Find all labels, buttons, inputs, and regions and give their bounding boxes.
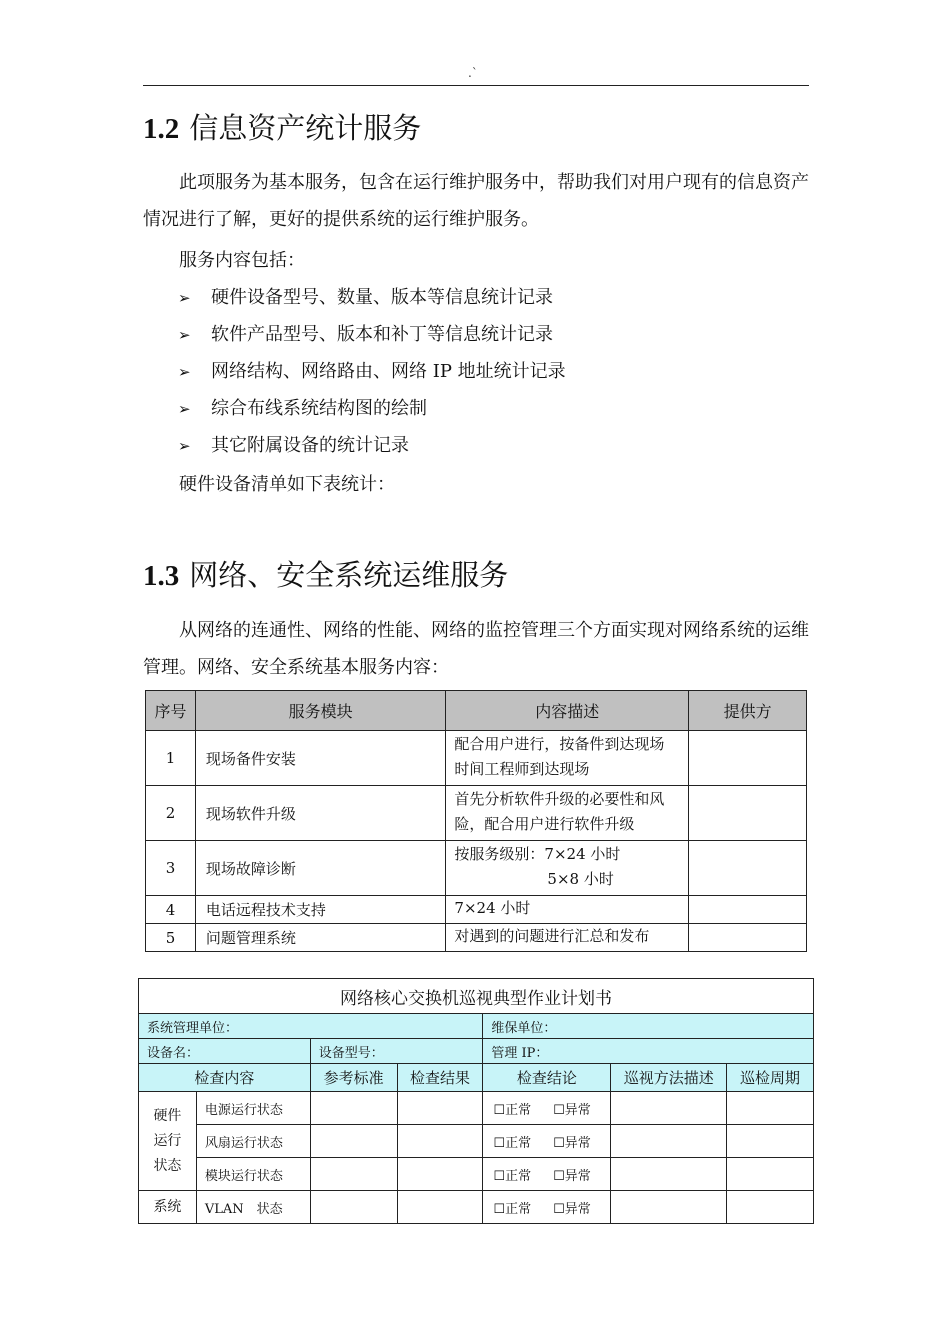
- section-intro-paragraph: [143, 612, 813, 686]
- method-cell: [611, 1158, 727, 1191]
- abnormal-checkbox[interactable]: ☐: [553, 1201, 565, 1217]
- cycle-cell: [727, 1125, 814, 1158]
- service-module: 电话远程技术支持: [195, 896, 446, 924]
- list-item-text: 综合布线系统结构图的绘制: [211, 398, 427, 419]
- row-number: 3: [146, 841, 196, 896]
- service-module: 现场软件升级: [195, 786, 446, 841]
- maintenance-unit-label: 维保单位：: [483, 1014, 814, 1039]
- bullet-arrow-icon: ➢: [178, 437, 191, 455]
- check-conclusion: [483, 1191, 611, 1224]
- abnormal-label: 异常: [564, 1168, 591, 1184]
- section-title: 信息资产统计服务: [189, 111, 422, 145]
- normal-checkbox[interactable]: ☐: [493, 1201, 506, 1217]
- abnormal-label: 异常: [564, 1135, 591, 1151]
- column-header: 巡视方法描述: [611, 1064, 727, 1092]
- intro-text: 此项服务为基本服务，包含在运行维护服务中，帮助我们对用户现有的信息资产情况进行了解，更好的提供系统的运行维护服务。: [143, 172, 809, 230]
- normal-checkbox[interactable]: ☐: [493, 1168, 506, 1184]
- content-description: 7×24 小时: [446, 896, 689, 924]
- table-row: [139, 1125, 814, 1158]
- row-number: 4: [146, 896, 196, 924]
- abnormal-label: 异常: [564, 1201, 591, 1217]
- column-header: 检查内容: [139, 1064, 311, 1092]
- group-label-system: 系统: [139, 1191, 197, 1224]
- column-header: 提供方: [689, 691, 807, 731]
- column-header: 巡检周期: [727, 1064, 814, 1092]
- cycle-cell: [727, 1158, 814, 1191]
- check-conclusion: [483, 1158, 611, 1191]
- content-label: 服务内容包括：: [179, 250, 305, 271]
- management-ip-label: 管理 IP：: [483, 1039, 814, 1064]
- row-number: 2: [146, 786, 196, 841]
- service-module: 现场备件安装: [195, 731, 446, 786]
- reference-standard-cell: [310, 1092, 397, 1125]
- reference-standard-cell: [310, 1125, 397, 1158]
- abnormal-checkbox[interactable]: ☐: [553, 1102, 565, 1118]
- check-item: 电源运行状态: [196, 1092, 310, 1125]
- group-label-hardware: [139, 1092, 197, 1191]
- device-name-label: 设备名：: [139, 1039, 311, 1064]
- content-description: 对遇到的问题进行汇总和发布: [446, 924, 689, 952]
- check-item: 模块运行状态: [196, 1158, 310, 1191]
- method-cell: [611, 1191, 727, 1224]
- normal-label: 正常: [505, 1102, 532, 1118]
- group-label-line: 状态: [153, 1157, 182, 1174]
- normal-label: 正常: [505, 1168, 532, 1184]
- normal-checkbox[interactable]: ☐: [493, 1102, 506, 1118]
- description-line: 5×8 小时: [547, 870, 614, 888]
- table-row: [146, 731, 807, 786]
- service-table: [145, 690, 807, 952]
- description-line: 首先分析软件升级的必要性和风: [454, 790, 665, 808]
- device-model-label: 设备型号：: [310, 1039, 483, 1064]
- list-item: [178, 357, 566, 383]
- method-cell: [611, 1125, 727, 1158]
- list-item-text: 其它附属设备的统计记录: [211, 435, 409, 456]
- table-row: [139, 1191, 814, 1224]
- service-module: 现场故障诊断: [195, 841, 446, 896]
- section-heading-1-2: [143, 106, 421, 147]
- bullet-arrow-icon: ➢: [178, 289, 191, 307]
- group-label-line: 硬件: [153, 1107, 182, 1124]
- table-row: [146, 924, 807, 952]
- normal-label: 正常: [505, 1201, 532, 1217]
- table-row: [139, 1158, 814, 1191]
- provider-cell: [689, 841, 807, 896]
- normal-checkbox[interactable]: ☐: [493, 1135, 506, 1151]
- content-description: [446, 841, 689, 896]
- column-header: 检查结论: [483, 1064, 611, 1092]
- normal-label: 正常: [505, 1135, 532, 1151]
- content-description: [446, 731, 689, 786]
- content-description: [446, 786, 689, 841]
- column-header: 参考标准: [310, 1064, 397, 1092]
- check-item: 风扇运行状态: [196, 1125, 310, 1158]
- provider-cell: [689, 731, 807, 786]
- description-line: 按服务级别：7×24 小时: [454, 845, 621, 863]
- table-header-row: [146, 691, 807, 731]
- section-number: 1.3: [143, 560, 180, 592]
- bullet-arrow-icon: ➢: [178, 326, 191, 344]
- table-header-row: [139, 1064, 814, 1092]
- header-rule: [143, 85, 809, 86]
- description-line: 险，配合用户进行软件升级: [454, 815, 635, 833]
- description-line: 配合用户进行，按备件到达现场: [454, 735, 665, 753]
- check-result-cell: [397, 1092, 483, 1125]
- list-item-text: 硬件设备型号、数量、版本等信息统计记录: [211, 287, 553, 308]
- intro-text: 从网络的连通性、网络的性能、网络的监控管理三个方面实现对网络系统的运维管理。网络、安全系统基本服务内容：: [143, 620, 809, 678]
- list-item: [178, 431, 409, 457]
- info-row: [139, 1039, 814, 1064]
- bullet-arrow-icon: ➢: [178, 363, 191, 381]
- section-title: 网络、安全系统运维服务: [189, 558, 509, 592]
- service-module: 问题管理系统: [195, 924, 446, 952]
- column-header: 内容描述: [446, 691, 689, 731]
- system-unit-label: 系统管理单位：: [139, 1014, 483, 1039]
- header-mark: .`: [468, 66, 478, 80]
- column-header: 检查结果: [397, 1064, 483, 1092]
- cycle-cell: [727, 1092, 814, 1125]
- check-conclusion: [483, 1125, 611, 1158]
- abnormal-checkbox[interactable]: ☐: [553, 1135, 565, 1151]
- group-label-line: 运行: [153, 1132, 182, 1149]
- inspection-plan-table: [138, 978, 814, 1224]
- closing-text: 硬件设备清单如下表统计：: [179, 474, 395, 495]
- list-item: [178, 283, 553, 309]
- reference-standard-cell: [310, 1158, 397, 1191]
- reference-standard-cell: [310, 1191, 397, 1224]
- table-row: [139, 1092, 814, 1125]
- method-cell: [611, 1092, 727, 1125]
- column-header: 序号: [146, 691, 196, 731]
- table-row: [146, 786, 807, 841]
- list-item: [178, 394, 427, 420]
- info-row: [139, 1014, 814, 1039]
- row-number: 1: [146, 731, 196, 786]
- section-heading-1-3: [143, 553, 508, 594]
- provider-cell: [689, 924, 807, 952]
- section-intro-paragraph: [143, 164, 813, 238]
- section-number: 1.2: [143, 113, 180, 145]
- list-item-text: 网络结构、网络路由、网络 IP 地址统计记录: [211, 361, 566, 382]
- row-number: 5: [146, 924, 196, 952]
- description-line: 时间工程师到达现场: [454, 760, 590, 778]
- column-header: 服务模块: [195, 691, 446, 731]
- check-result-cell: [397, 1158, 483, 1191]
- list-item-text: 软件产品型号、版本和补丁等信息统计记录: [211, 324, 553, 345]
- provider-cell: [689, 896, 807, 924]
- check-conclusion: [483, 1092, 611, 1125]
- table-title: 网络核心交换机巡视典型作业计划书: [139, 979, 814, 1014]
- table-title-row: [139, 979, 814, 1014]
- bullet-arrow-icon: ➢: [178, 400, 191, 418]
- abnormal-checkbox[interactable]: ☐: [553, 1168, 565, 1184]
- list-item: [178, 320, 553, 346]
- provider-cell: [689, 786, 807, 841]
- abnormal-label: 异常: [564, 1102, 591, 1118]
- check-result-cell: [397, 1125, 483, 1158]
- table-row: [146, 841, 807, 896]
- check-result-cell: [397, 1191, 483, 1224]
- cycle-cell: [727, 1191, 814, 1224]
- check-item: VLAN 状态: [196, 1191, 310, 1224]
- table-row: [146, 896, 807, 924]
